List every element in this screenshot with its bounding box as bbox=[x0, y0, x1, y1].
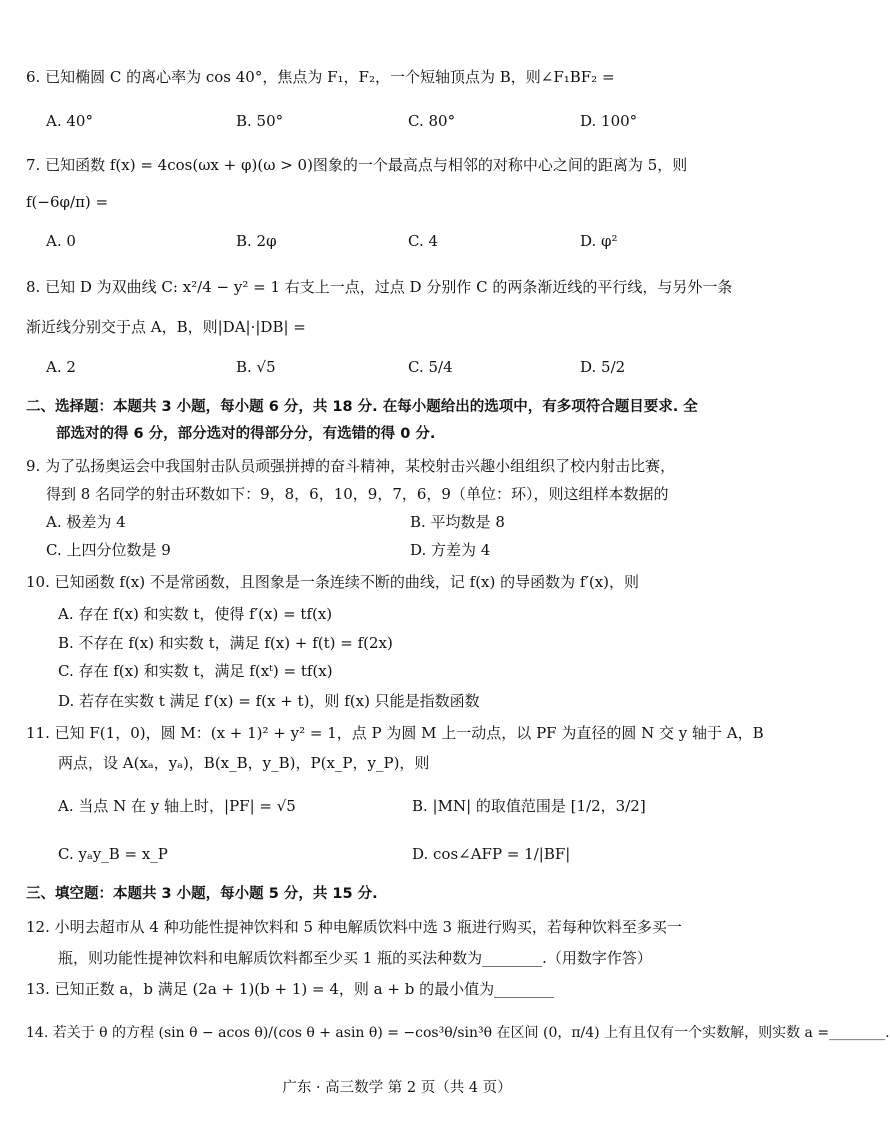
q6-option-d: D. 100° bbox=[580, 112, 638, 130]
q6-options bbox=[46, 112, 772, 134]
q9-options-row2 bbox=[46, 539, 772, 561]
q7-option-b: B. 2φ bbox=[236, 232, 277, 250]
q9-stem-line2: 得到 8 名同学的射击环数如下：9，8，6，10，9，7，6，9（单位：环），则这组样本数据的 bbox=[46, 485, 669, 503]
page-footer: 广东 · 高三数学 第 2 页（共 4 页） bbox=[282, 1080, 512, 1096]
q13-stem: 13. 已知正数 a，b 满足 (2a + 1)(b + 1) = 4，则 a + b 的最小值为________ bbox=[26, 980, 555, 998]
q6-option-c: C. 80° bbox=[408, 112, 456, 130]
q11-options-row2 bbox=[58, 845, 772, 867]
q9-option-b: B. 平均数是 8 bbox=[410, 513, 505, 531]
q8-options bbox=[46, 358, 772, 380]
q8-stem-line1: 8. 已知 D 为双曲线 C: x²/4 − y² = 1 右支上一点，过点 D 分别作 C 的两条渐近线的平行线，与另外一条 bbox=[26, 278, 733, 296]
q11-stem-line2: 两点，设 A(xₐ，yₐ)，B(x_B，y_B)，P(x_P，y_P)，则 bbox=[58, 754, 430, 772]
q9-option-c: C. 上四分位数是 9 bbox=[46, 541, 171, 559]
q8-option-c: C. 5/4 bbox=[408, 358, 453, 376]
q11-options-row1 bbox=[58, 795, 772, 817]
q10-option-a: A. 存在 f(x) 和实数 t，使得 f′(x) = tf(x) bbox=[58, 605, 333, 623]
q8-stem-line2: 渐近线分别交于点 A，B，则|DA|·|DB| = bbox=[26, 318, 306, 336]
q11-stem-line1: 11. 已知 F(1，0)，圆 M：(x + 1)² + y² = 1，点 P 为圆 M 上一动点，以 PF 为直径的圆 N 交 y 轴于 A，B bbox=[26, 724, 764, 742]
q7-options bbox=[46, 232, 772, 254]
section3-heading: 三、填空题：本题共 3 小题，每小题 5 分，共 15 分. bbox=[26, 886, 378, 902]
q6-option-b: B. 50° bbox=[236, 112, 284, 130]
q7-option-a: A. 0 bbox=[46, 232, 76, 250]
q8-option-d: D. 5/2 bbox=[580, 358, 626, 376]
q10-option-c: C. 存在 f(x) 和实数 t，满足 f(xᵗ) = tf(x) bbox=[58, 662, 333, 680]
q11-option-c: C. yₐy_B = x_P bbox=[58, 845, 168, 863]
q7-stem-line2: f(−6φ/π) = bbox=[26, 193, 109, 211]
q9-option-d: D. 方差为 4 bbox=[410, 541, 491, 559]
q7-option-c: C. 4 bbox=[408, 232, 439, 250]
q8-option-a: A. 2 bbox=[46, 358, 76, 376]
q8-option-b: B. √5 bbox=[236, 358, 276, 376]
q10-option-b: B. 不存在 f(x) 和实数 t，满足 f(x) + f(t) = f(2x) bbox=[58, 634, 393, 652]
q9-option-a: A. 极差为 4 bbox=[46, 513, 126, 531]
q7-stem-line1: 7. 已知函数 f(x) = 4cos(ωx + φ)(ω > 0)图象的一个最高点与相邻的对称中心之间的距离为 5，则 bbox=[26, 156, 688, 174]
q11-option-a: A. 当点 N 在 y 轴上时，|PF| = √5 bbox=[58, 797, 296, 815]
section2-heading: 二、选择题：本题共 3 小题，每小题 6 分，共 18 分. 在每小题给出的选项中，有多项符合题目要求. 全 bbox=[26, 399, 698, 415]
q6-option-a: A. 40° bbox=[46, 112, 93, 130]
q12-stem-line2: 瓶，则功能性提神饮料和电解质饮料都至少买 1 瓶的买法种数为________.（用数字作答） bbox=[58, 949, 652, 967]
q12-stem-line1: 12. 小明去超市从 4 种功能性提神饮料和 5 种电解质饮料中选 3 瓶进行购买，若每种饮料至多买一 bbox=[26, 918, 682, 936]
section2-note: 部选对的得 6 分，部分选对的得部分分，有选错的得 0 分. bbox=[56, 426, 436, 442]
q14-stem: 14. 若关于 θ 的方程 (sin θ − acos θ)/(cos θ + asin θ) = −cos³θ/sin³θ 在区间 (0，π/4) 上有且仅有一个实数解，则实数 a =________. bbox=[26, 1025, 890, 1041]
q11-option-b: B. |MN| 的取值范围是 [1/2，3/2] bbox=[412, 797, 646, 815]
q10-option-d: D. 若存在实数 t 满足 f′(x) = f(x + t)，则 f(x) 只能是指数函数 bbox=[58, 692, 480, 710]
q11-option-d: D. cos∠AFP = 1/|BF| bbox=[412, 845, 571, 863]
q10-stem: 10. 已知函数 f(x) 不是常函数，且图象是一条连续不断的曲线，记 f(x) 的导函数为 f′(x)，则 bbox=[26, 573, 640, 591]
q7-option-d: D. φ² bbox=[580, 232, 618, 250]
q9-options-row1 bbox=[46, 511, 772, 533]
q9-stem-line1: 9. 为了弘扬奥运会中我国射击队员顽强拼搏的奋斗精神，某校射击兴趣小组组织了校内射击比赛， bbox=[26, 457, 676, 475]
q6-stem: 6. 已知椭圆 C 的离心率为 cos 40°，焦点为 F₁，F₂，一个短轴顶点为 B，则∠F₁BF₂ = bbox=[26, 68, 615, 86]
